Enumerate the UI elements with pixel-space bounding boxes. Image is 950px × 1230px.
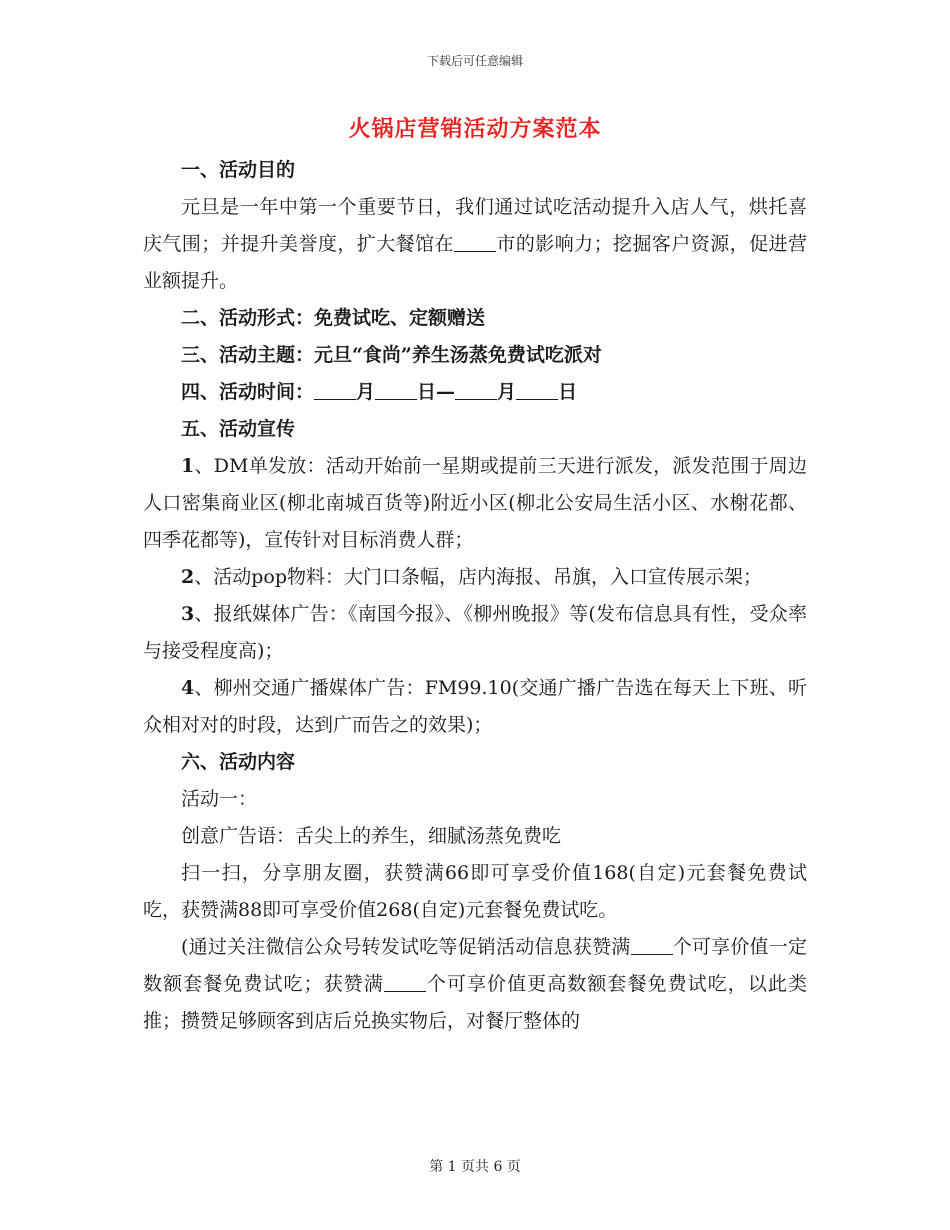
blank-underline [454, 233, 496, 252]
paragraph-purpose [143, 189, 807, 300]
likes-text-b: 个可享价值一定数额套餐免费试吃；获赞满 [143, 936, 807, 995]
list-number: 4 [181, 677, 195, 699]
document-body [143, 152, 807, 1040]
list-item-1 [143, 448, 807, 559]
list-text: 、活动pop物料：大门口条幅，店内海报、吊旗，入口宣传展示架； [194, 566, 763, 588]
paragraph-purpose-text-b: 市的影响力；挖掘客户资源，促进营业额提升。 [143, 233, 807, 292]
section-heading-1: 一、活动目的 [181, 159, 296, 181]
document-title: 火锅店营销活动方案范本 [348, 116, 602, 142]
blank-underline [455, 381, 497, 400]
list-number: 3 [181, 603, 195, 625]
list-number: 1 [181, 455, 195, 477]
time-month: 月 [356, 381, 376, 403]
blank-underline [375, 381, 417, 400]
list-text: 、DM单发放：活动开始前一星期或提前三天进行派发，派发范围于周边人口密集商业区(柳北南城百货等)附近小区(柳北公安局生活小区、水榭花都、四季花都等)，宣传针对目标消费人群； [143, 455, 807, 551]
time-month-2: 月 [497, 381, 517, 403]
blank-underline [516, 381, 558, 400]
likes-text-a: (通过关注微信公众号转发试吃等促销活动信息获赞满 [181, 936, 631, 958]
blank-underline [314, 381, 356, 400]
section-heading-5: 五、活动宣传 [181, 418, 296, 440]
list-item-4 [143, 670, 807, 744]
list-item-3 [143, 596, 807, 670]
list-item-2 [143, 559, 807, 596]
likes-paragraph [143, 929, 807, 1040]
section-heading-4 [143, 374, 807, 411]
likes-text-c: 个可享价值更高数额套餐免费试吃，以此类推；攒赞足够顾客到店后兑换实物后，对餐厅整体的 [143, 973, 807, 1032]
blank-underline [631, 936, 673, 955]
time-day-2: 日 [558, 381, 578, 403]
page-header: 下载后可任意编辑 [426, 54, 523, 68]
time-label: 四、活动时间： [181, 381, 315, 403]
scan-share-paragraph: 扫一扫，分享朋友圈，获赞满66即可享受价值168(自定)元套餐免费试吃，获赞满88即可享受价值268(自定)元套餐免费试吃。 [143, 862, 807, 921]
page-footer: 第 1 页共 6 页 [429, 1159, 521, 1175]
section-heading-3: 三、活动主题：元旦“食尚”养生汤蒸免费试吃派对 [181, 344, 602, 366]
section-heading-2: 二、活动形式：免费试吃、定额赠送 [181, 307, 486, 329]
list-text: 、报纸媒体广告：《南国今报》、《柳州晚报》等(发布信息具有性，受众率与接受程度高)； [143, 603, 807, 662]
section-heading-6: 六、活动内容 [181, 751, 296, 773]
list-number: 2 [181, 566, 195, 588]
activity-label: 活动一： [181, 788, 258, 810]
time-day: 日— [417, 381, 456, 403]
paragraph-purpose-text-a: 元旦是一年中第一个重要节日，我们通过试吃活动提升入店人气，烘托喜庆气围；并提升美誉度，扩大餐馆在 [143, 196, 807, 255]
blank-underline [384, 973, 426, 992]
slogan-paragraph: 创意广告语：舌尖上的养生，细腻汤蒸免费吃 [181, 825, 562, 847]
list-text: 、柳州交通广播媒体广告：FM99.10(交通广播广告选在每天上下班、听众相对对的时段，达到广而告之的效果)； [143, 677, 807, 736]
